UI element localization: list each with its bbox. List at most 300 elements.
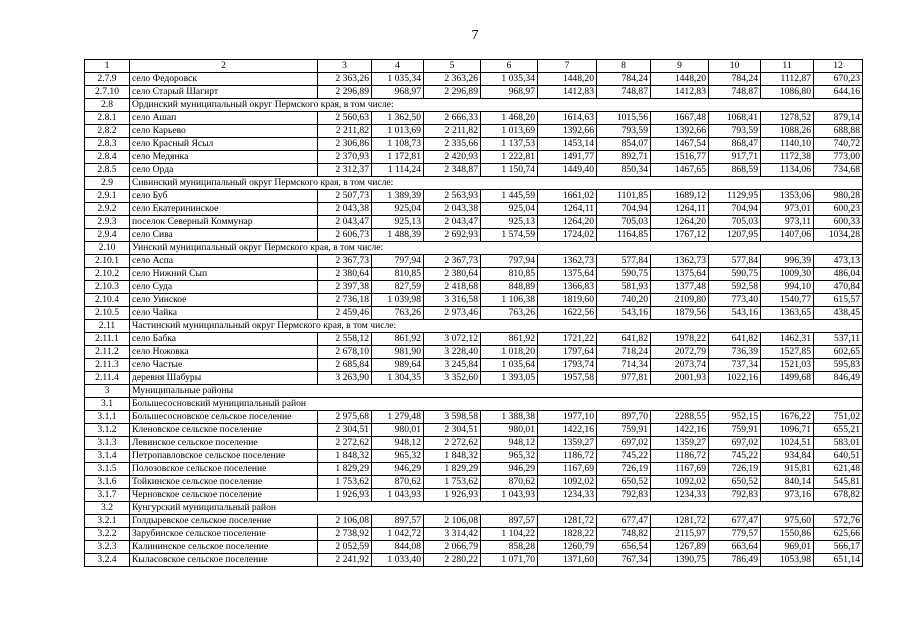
value-cell: 3 352,60 xyxy=(424,372,481,385)
value-cell: 1022,16 xyxy=(709,372,761,385)
value-cell: 1 035,64 xyxy=(481,359,538,372)
value-cell: 1 926,93 xyxy=(424,489,481,502)
settlement-name: Петропавловское сельское поселение xyxy=(130,450,318,463)
settlement-name: село Буб xyxy=(130,190,318,203)
row-code: 2.8.4 xyxy=(85,151,130,164)
value-cell: 1622,56 xyxy=(538,307,597,320)
value-cell: 583,01 xyxy=(814,437,863,450)
value-cell: 1 574,59 xyxy=(481,229,538,242)
value-cell: 1015,56 xyxy=(597,112,651,125)
value-cell: 644,16 xyxy=(814,86,863,99)
value-cell: 759,91 xyxy=(709,424,761,437)
value-cell: 1828,22 xyxy=(538,528,597,541)
value-cell: 1 488,39 xyxy=(372,229,424,242)
value-cell: 1412,83 xyxy=(538,86,597,99)
value-cell: 2 563,93 xyxy=(424,190,481,203)
row-code: 2.11.2 xyxy=(85,346,130,359)
value-cell: 897,57 xyxy=(481,515,538,528)
value-cell: 975,60 xyxy=(761,515,814,528)
page-number: 7 xyxy=(471,28,479,43)
value-cell: 1448,20 xyxy=(538,73,597,86)
value-cell: 2 363,26 xyxy=(318,73,372,86)
value-cell: 1 926,93 xyxy=(318,489,372,502)
row-code: 3.1.3 xyxy=(85,437,130,450)
row-code: 3.1.6 xyxy=(85,476,130,489)
value-cell: 1 150,74 xyxy=(481,164,538,177)
settlement-name: Кыласовское сельское поселение xyxy=(130,554,318,567)
value-cell: 946,29 xyxy=(481,463,538,476)
value-cell: 934,84 xyxy=(761,450,814,463)
value-cell: 1 108,73 xyxy=(372,138,424,151)
value-cell: 925,13 xyxy=(481,216,538,229)
value-cell: 1978,22 xyxy=(651,333,709,346)
value-cell: 677,47 xyxy=(709,515,761,528)
table-row xyxy=(85,73,863,86)
value-cell: 1371,60 xyxy=(538,554,597,567)
header-cell: 12 xyxy=(814,60,863,73)
settlement-name: Левинское сельское поселение xyxy=(130,437,318,450)
value-cell: 969,01 xyxy=(761,541,814,554)
settlement-name: поселок Северный Коммунар xyxy=(130,216,318,229)
value-cell: 438,45 xyxy=(814,307,863,320)
value-cell: 2 420,93 xyxy=(424,151,481,164)
value-cell: 870,62 xyxy=(372,476,424,489)
value-cell: 2 043,47 xyxy=(424,216,481,229)
table-row xyxy=(85,125,863,138)
value-cell: 1676,22 xyxy=(761,411,814,424)
value-cell: 1 013,69 xyxy=(372,125,424,138)
value-cell: 651,14 xyxy=(814,554,863,567)
value-cell: 543,16 xyxy=(597,307,651,320)
value-cell: 861,92 xyxy=(372,333,424,346)
value-cell: 763,26 xyxy=(372,307,424,320)
value-cell: 1797,64 xyxy=(538,346,597,359)
section-title: Кунгурский муниципальный район xyxy=(130,502,863,515)
value-cell: 948,12 xyxy=(372,437,424,450)
value-cell: 2 738,92 xyxy=(318,528,372,541)
value-cell: 1363,65 xyxy=(761,307,814,320)
value-cell: 1140,10 xyxy=(761,138,814,151)
section-code: 3.1 xyxy=(85,398,130,411)
value-cell: 2 272,62 xyxy=(318,437,372,450)
settlement-name: село Бабка xyxy=(130,333,318,346)
value-cell: 2 106,08 xyxy=(318,515,372,528)
value-cell: 868,59 xyxy=(709,164,761,177)
settlement-name: Большесосновское сельское поселение xyxy=(130,411,318,424)
section-code: 3 xyxy=(85,385,130,398)
settlement-name: село Старый Шагирт xyxy=(130,86,318,99)
value-cell: 1467,65 xyxy=(651,164,709,177)
value-cell: 1721,22 xyxy=(538,333,597,346)
value-cell: 827,59 xyxy=(372,281,424,294)
settlement-name: село Аспа xyxy=(130,255,318,268)
row-code: 2.9.4 xyxy=(85,229,130,242)
value-cell: 1264,11 xyxy=(651,203,709,216)
row-code: 2.10.2 xyxy=(85,268,130,281)
value-cell: 846,49 xyxy=(814,372,863,385)
value-cell: 2 304,51 xyxy=(424,424,481,437)
value-cell: 1724,02 xyxy=(538,229,597,242)
value-cell: 600,23 xyxy=(814,203,863,216)
value-cell: 2 973,46 xyxy=(424,307,481,320)
value-cell: 1375,64 xyxy=(538,268,597,281)
value-cell: 2 043,38 xyxy=(424,203,481,216)
table-row xyxy=(85,411,863,424)
value-cell: 1977,10 xyxy=(538,411,597,424)
table-row xyxy=(85,281,863,294)
value-cell: 981,90 xyxy=(372,346,424,359)
settlement-name: село Уинское xyxy=(130,294,318,307)
row-code: 2.10.3 xyxy=(85,281,130,294)
value-cell: 1793,74 xyxy=(538,359,597,372)
row-code: 2.7.10 xyxy=(85,86,130,99)
row-code: 2.7.9 xyxy=(85,73,130,86)
section-row xyxy=(85,385,863,398)
value-cell: 773,00 xyxy=(814,151,863,164)
value-cell: 810,85 xyxy=(372,268,424,281)
settlement-name: Черновское сельское поселение xyxy=(130,489,318,502)
value-cell: 3 314,42 xyxy=(424,528,481,541)
value-cell: 792,83 xyxy=(597,489,651,502)
value-cell: 734,68 xyxy=(814,164,863,177)
header-cell: 5 xyxy=(424,60,481,73)
value-cell: 590,75 xyxy=(597,268,651,281)
settlement-name: село Федоровск xyxy=(130,73,318,86)
value-cell: 2 312,37 xyxy=(318,164,372,177)
header-cell: 8 xyxy=(597,60,651,73)
value-cell: 2 692,93 xyxy=(424,229,481,242)
value-cell: 1 018,20 xyxy=(481,346,538,359)
settlement-name: село Медянка xyxy=(130,151,318,164)
row-code: 2.9.2 xyxy=(85,203,130,216)
row-code: 3.2.2 xyxy=(85,528,130,541)
table-row xyxy=(85,463,863,476)
value-cell: 1422,16 xyxy=(651,424,709,437)
table-row xyxy=(85,437,863,450)
settlement-name: Кленовское сельское поселение xyxy=(130,424,318,437)
value-cell: 473,13 xyxy=(814,255,863,268)
value-cell: 996,39 xyxy=(761,255,814,268)
value-cell: 1 362,50 xyxy=(372,112,424,125)
value-cell: 3 245,84 xyxy=(424,359,481,372)
value-cell: 1086,80 xyxy=(761,86,814,99)
row-code: 2.9.1 xyxy=(85,190,130,203)
value-cell: 545,81 xyxy=(814,476,863,489)
value-cell: 2 241,92 xyxy=(318,554,372,567)
value-cell: 1448,20 xyxy=(651,73,709,86)
value-cell: 2 975,68 xyxy=(318,411,372,424)
value-cell: 697,02 xyxy=(597,437,651,450)
value-cell: 737,34 xyxy=(709,359,761,372)
table-row xyxy=(85,164,863,177)
value-cell: 797,94 xyxy=(372,255,424,268)
value-cell: 1 829,29 xyxy=(318,463,372,476)
value-cell: 2 558,12 xyxy=(318,333,372,346)
value-cell: 1172,38 xyxy=(761,151,814,164)
value-cell: 773,40 xyxy=(709,294,761,307)
settlement-name: Тойкинское сельское поселение xyxy=(130,476,318,489)
value-cell: 2 459,46 xyxy=(318,307,372,320)
value-cell: 677,47 xyxy=(597,515,651,528)
value-cell: 621,48 xyxy=(814,463,863,476)
value-cell: 670,23 xyxy=(814,73,863,86)
value-cell: 736,39 xyxy=(709,346,761,359)
value-cell: 1390,75 xyxy=(651,554,709,567)
header-cell: 3 xyxy=(318,60,372,73)
value-cell: 1359,27 xyxy=(651,437,709,450)
value-cell: 868,47 xyxy=(709,138,761,151)
value-cell: 705,03 xyxy=(597,216,651,229)
value-cell: 2109,80 xyxy=(651,294,709,307)
table-row xyxy=(85,359,863,372)
value-cell: 858,28 xyxy=(481,541,538,554)
value-cell: 870,62 xyxy=(481,476,538,489)
value-cell: 840,14 xyxy=(761,476,814,489)
table-row xyxy=(85,372,863,385)
value-cell: 2 043,47 xyxy=(318,216,372,229)
row-code: 2.9.3 xyxy=(85,216,130,229)
header-cell: 6 xyxy=(481,60,538,73)
value-cell: 1527,85 xyxy=(761,346,814,359)
value-cell: 2 306,86 xyxy=(318,138,372,151)
value-cell: 2 418,68 xyxy=(424,281,481,294)
value-cell: 745,22 xyxy=(709,450,761,463)
value-cell: 925,04 xyxy=(372,203,424,216)
value-cell: 1407,06 xyxy=(761,229,814,242)
value-cell: 1088,26 xyxy=(761,125,814,138)
value-cell: 1422,16 xyxy=(538,424,597,437)
value-cell: 1467,54 xyxy=(651,138,709,151)
value-cell: 543,16 xyxy=(709,307,761,320)
row-code: 2.10.4 xyxy=(85,294,130,307)
value-cell: 726,19 xyxy=(597,463,651,476)
value-cell: 1112,87 xyxy=(761,73,814,86)
row-code: 3.2.3 xyxy=(85,541,130,554)
value-cell: 1 137,53 xyxy=(481,138,538,151)
value-cell: 704,94 xyxy=(597,203,651,216)
value-cell: 2288,55 xyxy=(651,411,709,424)
table-row xyxy=(85,138,863,151)
value-cell: 2 052,59 xyxy=(318,541,372,554)
value-cell: 1 279,48 xyxy=(372,411,424,424)
header-cell: 11 xyxy=(761,60,814,73)
value-cell: 650,52 xyxy=(597,476,651,489)
value-cell: 844,08 xyxy=(372,541,424,554)
value-cell: 572,76 xyxy=(814,515,863,528)
value-cell: 640,51 xyxy=(814,450,863,463)
value-cell: 968,97 xyxy=(481,86,538,99)
value-cell: 577,84 xyxy=(597,255,651,268)
value-cell: 1092,02 xyxy=(651,476,709,489)
value-cell: 1264,20 xyxy=(651,216,709,229)
value-cell: 892,71 xyxy=(597,151,651,164)
section-row xyxy=(85,320,863,333)
value-cell: 1359,27 xyxy=(538,437,597,450)
table-row xyxy=(85,346,863,359)
value-cell: 581,93 xyxy=(597,281,651,294)
value-cell: 2001,93 xyxy=(651,372,709,385)
value-cell: 948,12 xyxy=(481,437,538,450)
value-cell: 566,17 xyxy=(814,541,863,554)
row-code: 3.1.4 xyxy=(85,450,130,463)
row-code: 3.1.7 xyxy=(85,489,130,502)
value-cell: 1462,31 xyxy=(761,333,814,346)
value-cell: 470,84 xyxy=(814,281,863,294)
row-code: 3.2.4 xyxy=(85,554,130,567)
value-cell: 1 222,81 xyxy=(481,151,538,164)
value-cell: 1499,68 xyxy=(761,372,814,385)
value-cell: 1 035,34 xyxy=(481,73,538,86)
header-cell: 4 xyxy=(372,60,424,73)
value-cell: 1167,69 xyxy=(651,463,709,476)
settlement-name: Полозовское сельское поселение xyxy=(130,463,318,476)
value-cell: 1264,11 xyxy=(538,203,597,216)
value-cell: 980,01 xyxy=(372,424,424,437)
value-cell: 1101,85 xyxy=(597,190,651,203)
row-code: 3.1.1 xyxy=(85,411,130,424)
value-cell: 2 066,79 xyxy=(424,541,481,554)
value-cell: 779,57 xyxy=(709,528,761,541)
value-cell: 1 848,32 xyxy=(318,450,372,463)
section-row xyxy=(85,177,863,190)
value-cell: 2 296,89 xyxy=(318,86,372,99)
value-cell: 3 228,40 xyxy=(424,346,481,359)
value-cell: 641,82 xyxy=(597,333,651,346)
value-cell: 595,83 xyxy=(814,359,863,372)
value-cell: 602,65 xyxy=(814,346,863,359)
value-cell: 1 753,62 xyxy=(318,476,372,489)
settlement-name: село Ашап xyxy=(130,112,318,125)
value-cell: 973,01 xyxy=(761,203,814,216)
table-row xyxy=(85,190,863,203)
value-cell: 1 468,20 xyxy=(481,112,538,125)
value-cell: 615,57 xyxy=(814,294,863,307)
value-cell: 1186,72 xyxy=(651,450,709,463)
value-cell: 925,13 xyxy=(372,216,424,229)
value-cell: 854,07 xyxy=(597,138,651,151)
value-cell: 879,14 xyxy=(814,112,863,125)
value-cell: 1281,72 xyxy=(538,515,597,528)
value-cell: 3 072,12 xyxy=(424,333,481,346)
value-cell: 2 272,62 xyxy=(424,437,481,450)
settlement-name: село Красный Ясыл xyxy=(130,138,318,151)
value-cell: 1 304,35 xyxy=(372,372,424,385)
row-code: 3.2.1 xyxy=(85,515,130,528)
table-row xyxy=(85,294,863,307)
value-cell: 1281,72 xyxy=(651,515,709,528)
row-code: 2.8.5 xyxy=(85,164,130,177)
table-row xyxy=(85,216,863,229)
row-code: 2.10.1 xyxy=(85,255,130,268)
value-cell: 2 211,82 xyxy=(318,125,372,138)
value-cell: 3 598,58 xyxy=(424,411,481,424)
table-row xyxy=(85,489,863,502)
value-cell: 2 304,51 xyxy=(318,424,372,437)
value-cell: 2 380,64 xyxy=(424,268,481,281)
value-cell: 925,04 xyxy=(481,203,538,216)
value-cell: 748,87 xyxy=(709,86,761,99)
value-cell: 745,22 xyxy=(597,450,651,463)
row-code: 2.8.1 xyxy=(85,112,130,125)
table-row xyxy=(85,268,863,281)
value-cell: 1134,06 xyxy=(761,164,814,177)
value-cell: 1 071,70 xyxy=(481,554,538,567)
value-cell: 678,82 xyxy=(814,489,863,502)
row-code: 2.10.5 xyxy=(85,307,130,320)
value-cell: 980,28 xyxy=(814,190,863,203)
value-cell: 751,02 xyxy=(814,411,863,424)
row-code: 2.8.3 xyxy=(85,138,130,151)
settlement-name: село Частые xyxy=(130,359,318,372)
value-cell: 2 560,63 xyxy=(318,112,372,125)
value-cell: 1362,73 xyxy=(651,255,709,268)
value-cell: 650,52 xyxy=(709,476,761,489)
row-code: 2.11.1 xyxy=(85,333,130,346)
value-cell: 759,91 xyxy=(597,424,651,437)
value-cell: 1375,64 xyxy=(651,268,709,281)
table-row xyxy=(85,229,863,242)
value-cell: 1034,28 xyxy=(814,229,863,242)
value-cell: 1278,52 xyxy=(761,112,814,125)
settlement-name: село Екатерининское xyxy=(130,203,318,216)
value-cell: 1 013,69 xyxy=(481,125,538,138)
section-row xyxy=(85,502,863,515)
value-cell: 1819,60 xyxy=(538,294,597,307)
value-cell: 2 296,89 xyxy=(424,86,481,99)
value-cell: 740,72 xyxy=(814,138,863,151)
value-cell: 1661,02 xyxy=(538,190,597,203)
value-cell: 1449,40 xyxy=(538,164,597,177)
value-cell: 2 363,26 xyxy=(424,73,481,86)
value-cell: 861,92 xyxy=(481,333,538,346)
value-cell: 848,89 xyxy=(481,281,538,294)
value-cell: 1267,89 xyxy=(651,541,709,554)
value-cell: 655,21 xyxy=(814,424,863,437)
value-cell: 2 367,73 xyxy=(318,255,372,268)
value-cell: 2115,97 xyxy=(651,528,709,541)
table-row xyxy=(85,86,863,99)
value-cell: 1186,72 xyxy=(538,450,597,463)
table-row xyxy=(85,255,863,268)
table-row xyxy=(85,554,863,567)
settlement-name: село Ножовка xyxy=(130,346,318,359)
section-code: 3.2 xyxy=(85,502,130,515)
section-code: 2.9 xyxy=(85,177,130,190)
table-row xyxy=(85,424,863,437)
value-cell: 1491,77 xyxy=(538,151,597,164)
value-cell: 897,70 xyxy=(597,411,651,424)
value-cell: 1092,02 xyxy=(538,476,597,489)
table-row xyxy=(85,333,863,346)
value-cell: 1 043,93 xyxy=(481,489,538,502)
settlement-name: село Орда xyxy=(130,164,318,177)
value-cell: 2 211,82 xyxy=(424,125,481,138)
table-row xyxy=(85,203,863,216)
value-cell: 1667,48 xyxy=(651,112,709,125)
value-cell: 590,75 xyxy=(709,268,761,281)
value-cell: 2 678,10 xyxy=(318,346,372,359)
value-cell: 1 043,93 xyxy=(372,489,424,502)
value-cell: 1957,58 xyxy=(538,372,597,385)
value-cell: 705,03 xyxy=(709,216,761,229)
row-code: 2.8.2 xyxy=(85,125,130,138)
value-cell: 2 348,87 xyxy=(424,164,481,177)
value-cell: 965,32 xyxy=(481,450,538,463)
value-cell: 977,81 xyxy=(597,372,651,385)
value-cell: 1207,95 xyxy=(709,229,761,242)
section-title: Уинский муниципальный округ Пермского края, в том числе: xyxy=(130,242,863,255)
row-code: 2.11.4 xyxy=(85,372,130,385)
